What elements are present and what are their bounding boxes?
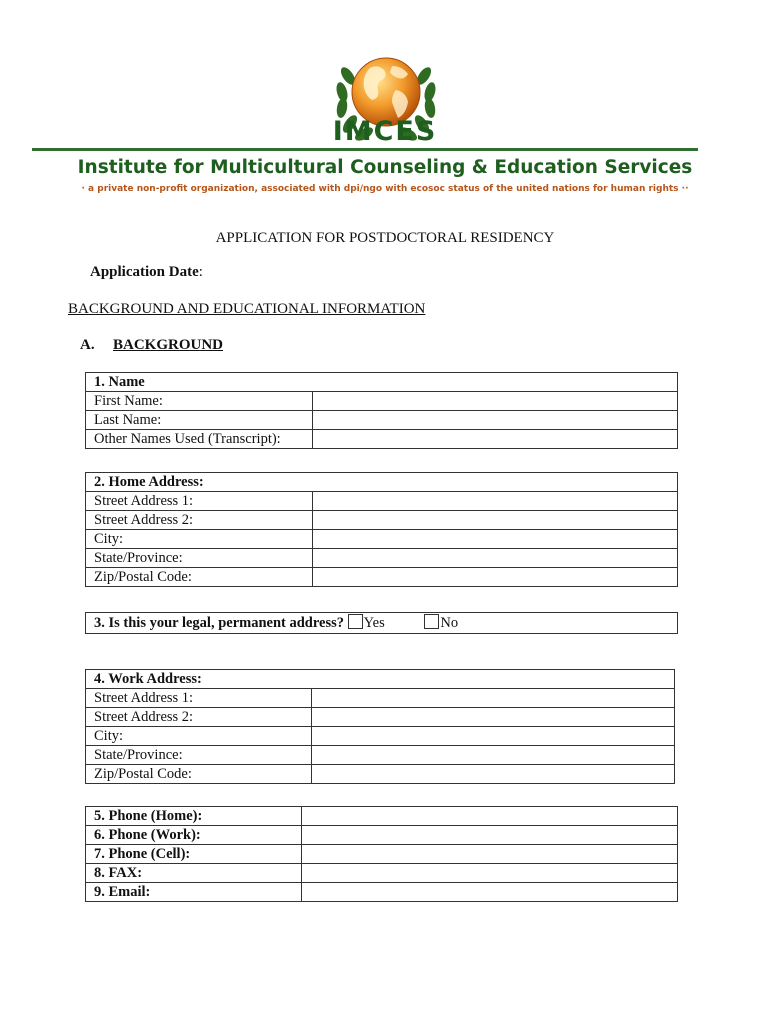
institute-name: Institute for Multicultural Counseling & Education Services: [77, 157, 693, 178]
yes-checkbox[interactable]: [348, 614, 363, 629]
yes-label: Yes: [363, 615, 385, 631]
work-state-label: State/Province:: [86, 746, 312, 765]
work-street-1-label: Street Address 1:: [86, 689, 312, 708]
no-checkbox[interactable]: [424, 614, 439, 629]
home-address-table: [85, 472, 678, 587]
home-city-label: City:: [86, 530, 313, 549]
fax-label: 8. FAX:: [86, 864, 302, 883]
document-title: APPLICATION FOR POSTDOCTORAL RESIDENCY: [215, 230, 555, 246]
phone-work-field[interactable]: [302, 826, 678, 845]
work-street-2-label: Street Address 2:: [86, 708, 312, 727]
legal-address-table: [85, 612, 678, 634]
brand-name: IMCES: [332, 116, 438, 147]
legal-address-row: [86, 613, 678, 634]
name-table: [85, 372, 678, 449]
home-zip-field[interactable]: [313, 568, 678, 587]
first-name-field[interactable]: [313, 392, 678, 411]
home-street-1-label: Street Address 1:: [86, 492, 313, 511]
home-state-field[interactable]: [313, 549, 678, 568]
phone-cell-field[interactable]: [302, 845, 678, 864]
header-divider: [32, 148, 698, 151]
fax-field[interactable]: [302, 864, 678, 883]
section-title: BACKGROUND AND EDUCATIONAL INFORMATION: [68, 301, 426, 317]
subsection-title: BACKGROUND: [113, 337, 224, 353]
other-names-label: Other Names Used (Transcript):: [86, 430, 313, 449]
legal-address-question: 3. Is this your legal, permanent address?: [94, 615, 345, 631]
work-street-1-field[interactable]: [312, 689, 675, 708]
work-street-2-field[interactable]: [312, 708, 675, 727]
name-header: 1. Name: [86, 373, 678, 392]
email-field[interactable]: [302, 883, 678, 902]
tagline: · a private non-profit organization, associated with dpi/ngo with ecosoc status of the united nations for human rights ··: [81, 184, 689, 194]
subsection-letter: A.: [80, 337, 95, 353]
home-state-label: State/Province:: [86, 549, 313, 568]
other-names-field[interactable]: [313, 430, 678, 449]
phone-cell-label: 7. Phone (Cell):: [86, 845, 302, 864]
application-date-label: Application Date: [90, 264, 199, 280]
home-street-1-field[interactable]: [313, 492, 678, 511]
work-zip-label: Zip/Postal Code:: [86, 765, 312, 784]
contact-table: [85, 806, 678, 902]
work-address-header: 4. Work Address:: [86, 670, 675, 689]
first-name-label: First Name:: [86, 392, 313, 411]
phone-home-field[interactable]: [302, 807, 678, 826]
work-city-field[interactable]: [312, 727, 675, 746]
work-city-label: City:: [86, 727, 312, 746]
work-state-field[interactable]: [312, 746, 675, 765]
phone-home-label: 5. Phone (Home):: [86, 807, 302, 826]
email-label: 9. Email:: [86, 883, 302, 902]
work-zip-field[interactable]: [312, 765, 675, 784]
home-city-field[interactable]: [313, 530, 678, 549]
home-address-header: 2. Home Address:: [86, 473, 678, 492]
home-zip-label: Zip/Postal Code:: [86, 568, 313, 587]
last-name-label: Last Name:: [86, 411, 313, 430]
work-address-table: [85, 669, 675, 784]
last-name-field[interactable]: [313, 411, 678, 430]
phone-work-label: 6. Phone (Work):: [86, 826, 302, 845]
no-label: No: [440, 615, 459, 631]
application-date-colon: :: [198, 264, 203, 280]
home-street-2-label: Street Address 2:: [86, 511, 313, 530]
application-date: [90, 264, 203, 281]
home-street-2-field[interactable]: [313, 511, 678, 530]
